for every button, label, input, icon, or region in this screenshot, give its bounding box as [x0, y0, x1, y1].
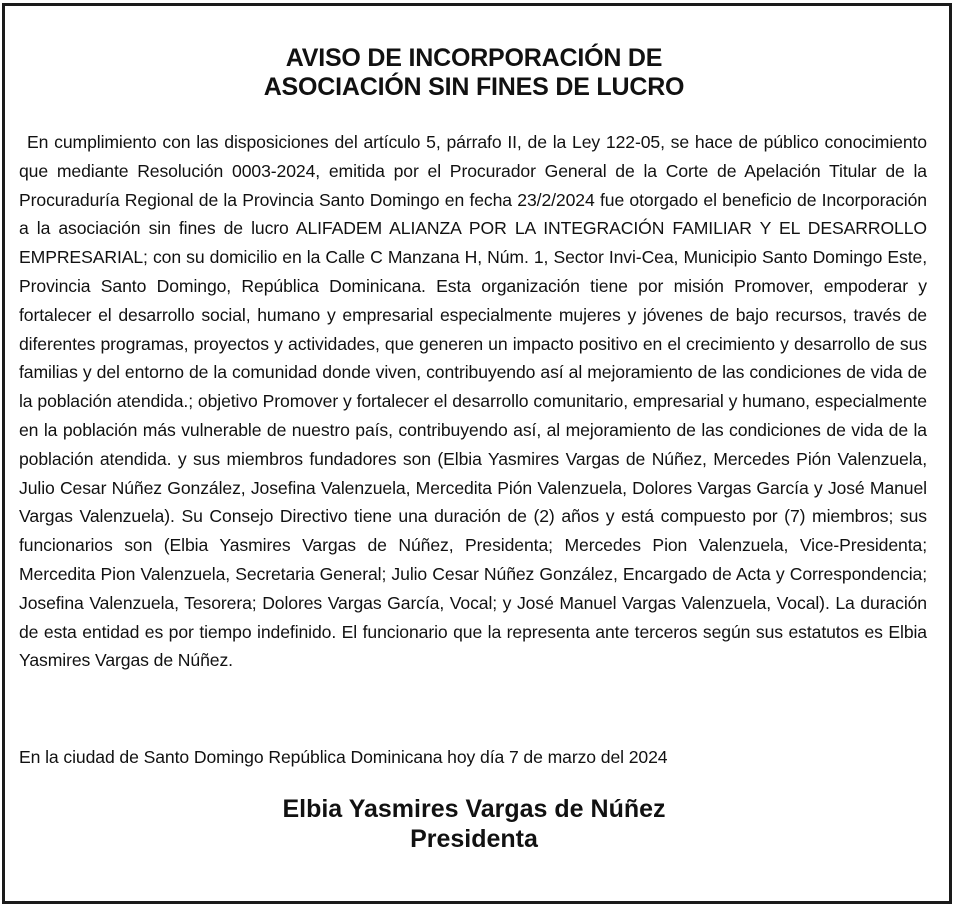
- notice-title: [0, 44, 948, 102]
- body-paragraph: En cumplimiento con las disposiciones del artículo 5, párrafo II, de la Ley 122-05, se hace de público conocimiento que mediante Resolución 0003-2024, emitida por el Procurador General de la Corte de Apelación Titular de la Procuraduría Regional de la Provincia Santo Domingo en fecha 23/2/2024 fue otorgado el beneficio de Incorporación a la asociación sin fines de lucro ALIFADEM ALIANZA POR LA INTEGRACIÓN FAMILIAR Y EL DESARROLLO EMPRESARIAL; con su domicilio en la Calle C Manzana H, Núm. 1, Sector Invi-Cea, Municipio Santo Domingo Este, Provincia Santo Domingo, República Dominicana. Esta organización tiene por misión Promover, empoderar y fortalecer el desarrollo social, humano y empresarial especialmente mujeres y jóvenes de bajo recursos, través de diferentes programas, proyectos y actividades, que generen un impacto positivo en el crecimiento y desarrollo de sus familias y del entorno de la comunidad donde viven, contribuyendo así al mejoramiento de las condiciones de vida de la población atendida.; objetivo Promover y fortalecer el desarrollo comunitario, empresarial y humano, especialmente en la población más vulnerable de nuestro país, contribuyendo así, al mejoramiento de las condiciones de vida de la población atendida. y sus miembros fundadores son (Elbia Yasmires Vargas de Núñez, Mercedes Pión Valenzuela, Julio Cesar Núñez González, Josefina Valenzuela, Mercedita Pión Valenzuela, Dolores Vargas García y José Manuel Vargas Valenzuela). Su Consejo Directivo tiene una duración de (2) años y está compuesto por (7) miembros; sus funcionarios son (Elbia Yasmires Vargas de Núñez, Presidenta; Mercedes Pion Valenzuela, Vice-Presidenta; Mercedita Pion Valenzuela, Secretaria General; Julio Cesar Núñez González, Encargado de Acta y Correspondencia; Josefina Valenzuela, Tesorera; Dolores Vargas García, Vocal; y José Manuel Vargas Valenzuela, Vocal). La duración de esta entidad es por tiempo indefinido. El funcionario que la representa ante terceros según sus estatutos es Elbia Yasmires Vargas de Núñez.: [19, 132, 927, 671]
- signer-title: Presidenta: [410, 825, 538, 853]
- signature-block: [0, 794, 948, 854]
- signer-name: Elbia Yasmires Vargas de Núñez: [282, 795, 666, 823]
- notice-body: [19, 128, 927, 675]
- title-line-2: ASOCIACIÓN SIN FINES DE LUCRO: [263, 73, 685, 101]
- title-line-1: AVISO DE INCORPORACIÓN DE: [285, 44, 663, 72]
- closing-date-line: En la ciudad de Santo Domingo República Dominicana hoy día 7 de marzo del 2024: [19, 747, 668, 767]
